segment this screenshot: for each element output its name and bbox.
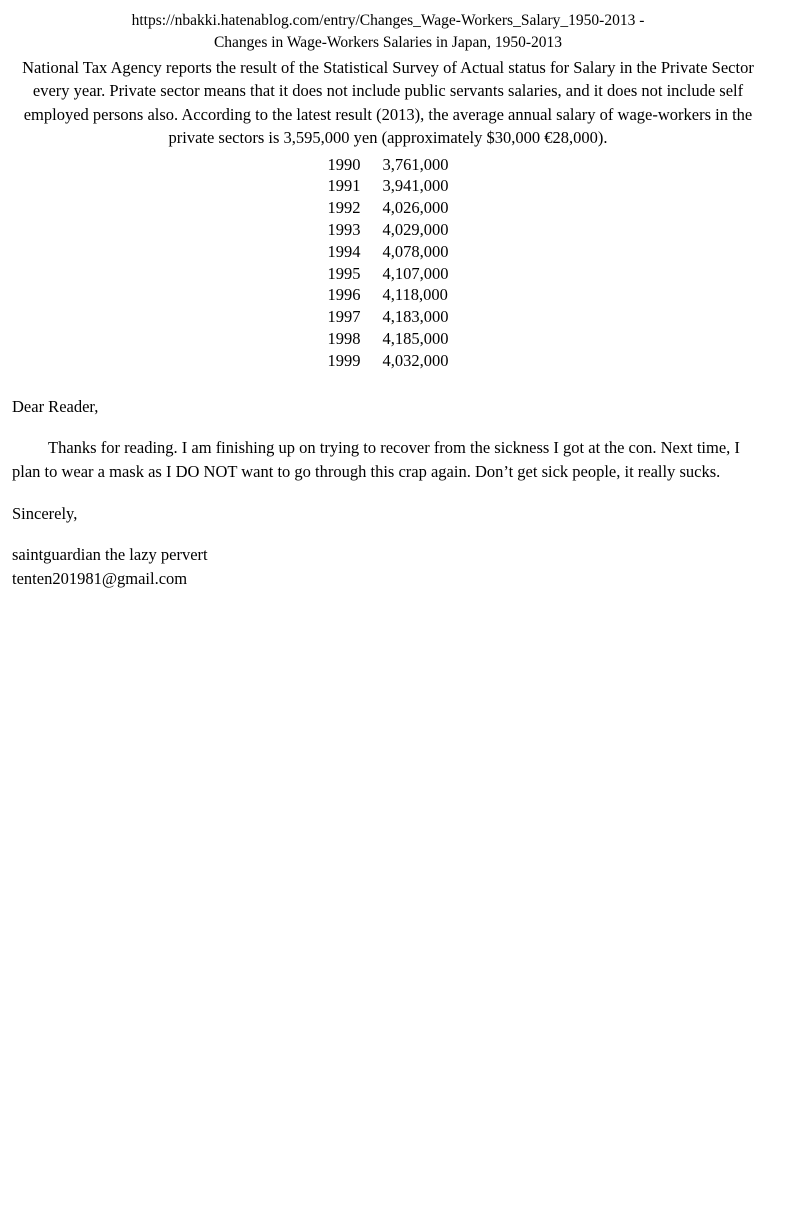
amount-cell: 4,029,000 xyxy=(382,219,449,239)
year-cell: 1992 xyxy=(327,198,361,218)
year-cell: 1997 xyxy=(327,307,361,327)
letter-salutation: Dear Reader, xyxy=(12,397,99,417)
amount-cell: 4,183,000 xyxy=(382,307,449,327)
amount-cell: 3,761,000 xyxy=(382,154,449,174)
letter-closing: Sincerely, xyxy=(12,504,78,524)
year-cell: 1994 xyxy=(327,241,361,261)
source-url-line: https://nbakki.hatenablog.com/entry/Changes_Wage-Workers_Salary_1950-2013 - xyxy=(131,12,645,29)
table-row xyxy=(328,219,449,241)
table-row xyxy=(328,154,449,176)
intro-paragraph: National Tax Agency reports the result of the Statistical Survey of Actual status for Salary in the Private Sector every year. Private sector means that it does not include public servants salaries, and it does not include self employed persons also. According to the latest result (2013), the average annual salary of wage-workers in the private sectors is 3,595,000 yen (approximately $30,000 €28,000). xyxy=(22,58,754,148)
year-cell: 1990 xyxy=(327,154,361,174)
year-cell: 1991 xyxy=(327,176,361,196)
signature-email: tenten201981@gmail.com xyxy=(12,568,188,588)
table-row xyxy=(328,197,449,219)
letter-section xyxy=(10,395,766,591)
amount-cell: 3,941,000 xyxy=(382,176,449,196)
amount-cell: 4,026,000 xyxy=(382,198,449,218)
amount-cell: 4,032,000 xyxy=(382,350,449,370)
year-cell: 1995 xyxy=(327,263,361,283)
salary-table xyxy=(328,154,449,372)
table-row xyxy=(328,175,449,197)
table-row xyxy=(328,328,449,350)
year-cell: 1998 xyxy=(327,328,361,348)
amount-cell: 4,107,000 xyxy=(382,263,449,283)
year-cell: 1993 xyxy=(327,219,361,239)
amount-cell: 4,078,000 xyxy=(382,241,449,261)
salary-table-container xyxy=(10,154,766,372)
year-cell: 1996 xyxy=(327,285,361,305)
year-cell: 1999 xyxy=(327,350,361,370)
table-row xyxy=(328,306,449,328)
document-header xyxy=(10,10,766,54)
signature-name: saintguardian the lazy pervert xyxy=(12,545,208,565)
table-row xyxy=(328,284,449,306)
document-title: Changes in Wage-Workers Salaries in Japan, 1950-2013 xyxy=(213,34,563,51)
letter-body: Thanks for reading. I am finishing up on trying to recover from the sickness I got at the con. Next time, I plan to wear a mask as I DO NOT want to go through this crap again. Don’t get sick people, it really sucks. xyxy=(12,438,740,482)
table-row xyxy=(328,241,449,263)
table-row xyxy=(328,350,449,372)
amount-cell: 4,185,000 xyxy=(382,328,449,348)
amount-cell: 4,118,000 xyxy=(382,285,448,305)
table-row xyxy=(328,263,449,285)
